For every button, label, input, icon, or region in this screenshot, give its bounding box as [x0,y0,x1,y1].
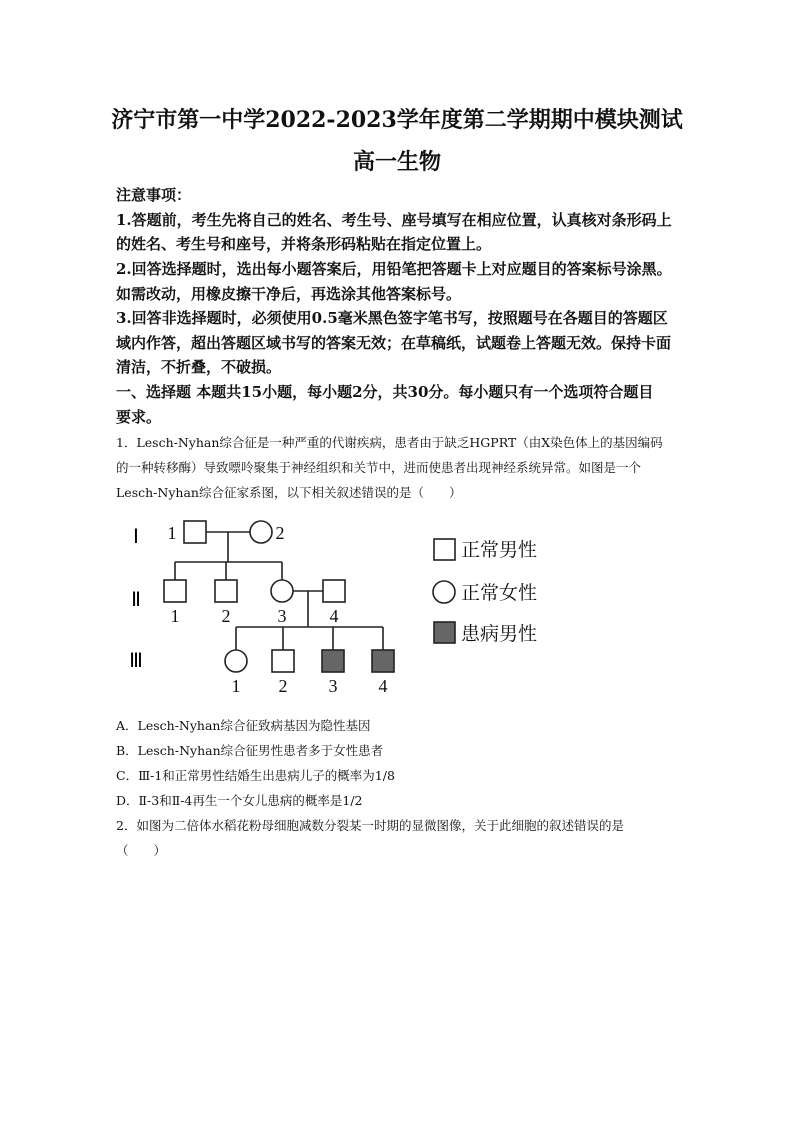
notes-heading: 注意事项： [116,186,192,204]
gen1-male-1 [184,521,206,543]
q1-option-a: A．Lesch-Nyhan综合征致病基因为隐性基因 [116,718,371,733]
gen3-affected-male-4 [372,650,394,672]
exam-title: 济宁市第一中学2022-2023学年度第二学期期中模块测试 [111,107,683,133]
gen2-male-2 [215,580,237,602]
ind-label: 2 [275,523,285,543]
legend-male-symbol [434,539,455,560]
ind-label: 3 [328,676,338,696]
q2-stem-line: 2．如图为二倍体水稻花粉母细胞减数分裂某一时期的显微图像，关于此细胞的叙述错误的是 [116,818,624,833]
gen2-male-4 [323,580,345,602]
ind-label: 1 [231,676,241,696]
ind-label: 4 [378,676,388,696]
ind-label: 2 [221,606,231,626]
ind-label: 1 [167,523,177,543]
pedigree-figure [116,512,556,702]
gen-label: Ⅲ [129,650,143,672]
gen2-male-1 [164,580,186,602]
gen3-male-2 [272,650,294,672]
legend-female-symbol [433,581,455,603]
notes-line: 清洁，不折叠，不破损。 [116,358,282,376]
q1-option-b: B．Lesch-Nyhan综合征男性患者多于女性患者 [116,743,384,758]
ind-label: 2 [278,676,288,696]
legend-label: 正常男性 [461,539,538,561]
notes-line: 域内作答，超出答题区域书写的答案无效；在草稿纸，试题卷上答题无效。保持卡面 [116,334,672,352]
gen3-affected-male-3 [322,650,344,672]
gen3-female-1 [225,650,247,672]
section-heading: 要求。 [116,408,162,426]
legend-label: 正常女性 [461,582,538,604]
q2-stem-line: （ ） [116,843,167,858]
q1-stem-line: 1．Lesch-Nyhan综合征是一种严重的代谢疾病，患者由于缺乏HGPRT（由X染色体上的基因编码 [116,435,663,450]
exam-subtitle: 高一生物 [352,149,441,175]
notes-line: 1.答题前，考生先将自己的姓名、考生号、座号填写在相应位置，认真核对条形码上 [116,211,672,229]
section-heading: 一、选择题 本题共15小题，每小题2分，共30分。每小题只有一个选项符合题目 [116,383,654,401]
q1-option-d: D．Ⅱ-3和Ⅱ-4再生一个女儿患病的概率是1/2 [116,793,363,808]
legend-affected-symbol [434,622,455,643]
gen1-female-2 [250,521,272,543]
ind-label: 3 [277,606,287,626]
notes-line: 如需改动，用橡皮擦干净后，再选涂其他答案标号。 [116,285,462,303]
gen-label: Ⅱ [131,589,141,611]
legend-label: 患病男性 [461,623,538,645]
gen2-female-3 [271,580,293,602]
q1-stem-line: 的一种转移酶）导致嘌呤聚集于神经组织和关节中，进而使患者出现神经系统异常。如图是一个 [116,460,642,475]
ind-label: 4 [329,606,339,626]
notes-line: 3.回答非选择题时，必须使用0.5毫米黑色签字笔书写，按照题号在各题目的答题区 [116,309,668,327]
gen-label: Ⅰ [133,526,139,548]
q1-stem-line: Lesch-Nyhan综合征家系图，以下相关叙述错误的是（ ） [116,485,462,500]
ind-label: 1 [170,606,180,626]
notes-line: 2.回答选择题时，选出每小题答案后，用铅笔把答题卡上对应题目的答案标号涂黑。 [116,260,672,278]
q1-option-c: C．Ⅲ-1和正常男性结婚生出患病儿子的概率为1/8 [116,768,395,783]
notes-line: 的姓名、考生号和座号，并将条形码粘贴在指定位置上。 [116,235,492,253]
